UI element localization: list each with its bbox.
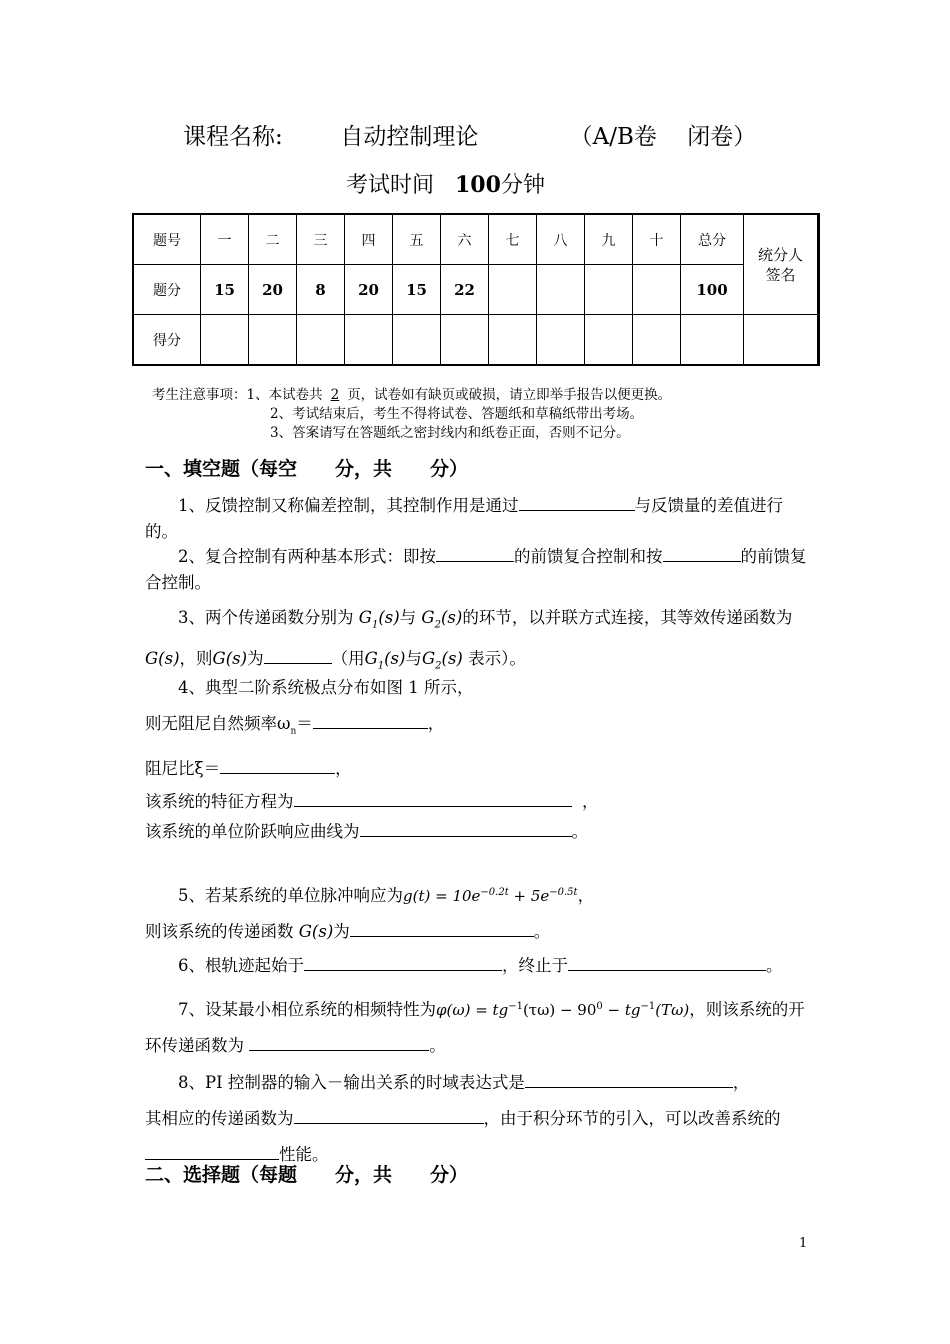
column-header: 六 xyxy=(441,214,489,265)
q4-comma: ， xyxy=(582,792,599,811)
answer-blank[interactable] xyxy=(663,560,741,562)
points-cell: 15 xyxy=(393,265,441,315)
q8-text-end: 性能。 xyxy=(279,1145,329,1164)
q7-text-2: ，则该系统的开环传递函数为 xyxy=(145,1000,805,1055)
note-1: 1、本试卷共 xyxy=(246,387,323,403)
q3-text: 3、两个传递函数分别为 xyxy=(178,608,354,627)
formula: $G_1(s)$ xyxy=(364,649,406,672)
exam-notes xyxy=(152,386,671,443)
q4-line-3 xyxy=(145,789,807,815)
formula: $G_2(s)$ xyxy=(421,649,463,672)
formula: G(s) xyxy=(298,922,334,941)
signer-label: 统分人 xyxy=(757,245,803,264)
note-3: 3、答案请写在答题纸之密封线内和纸卷正面，否则不记分。 xyxy=(270,425,630,441)
column-header: 一 xyxy=(201,214,249,265)
q6-period: 。 xyxy=(766,956,783,975)
signature-cell[interactable] xyxy=(744,315,819,366)
q3-text-2: 的环节，以并联方式连接，其等效传递函数为 xyxy=(462,608,793,627)
answer-blank[interactable] xyxy=(360,835,572,837)
column-header: 二 xyxy=(249,214,297,265)
score-table xyxy=(132,213,820,366)
q6-text-mid: ，终止于 xyxy=(502,956,568,975)
q1-text-end: 与反馈量的差值进行的。 xyxy=(145,496,783,541)
points-cell: 15 xyxy=(201,265,249,315)
q4-period: 。 xyxy=(571,822,588,841)
question-8 xyxy=(145,1065,807,1173)
q6-text: 6、根轨迹起始于 xyxy=(178,956,304,975)
question-2 xyxy=(145,544,807,596)
table-row xyxy=(133,214,819,265)
column-header: 十 xyxy=(633,214,681,265)
score-cell[interactable] xyxy=(345,315,393,366)
q1-text: 1、反馈控制又称偏差控制，其控制作用是通过 xyxy=(178,496,519,515)
q3-with-2: 与 xyxy=(405,649,422,669)
section-2-title: 二、选择题（每题 分，共 分） xyxy=(145,1164,469,1186)
points-cell xyxy=(585,265,633,315)
answer-blank[interactable] xyxy=(294,1122,484,1124)
q3-text-4: 为 xyxy=(247,649,264,669)
answer-blank[interactable] xyxy=(436,560,514,562)
q5-text: 5、若某系统的单位脉冲响应为 xyxy=(178,886,403,905)
q4-omega-sub: n xyxy=(290,726,297,737)
question-6 xyxy=(145,953,807,979)
points-cell xyxy=(489,265,537,315)
points-cell xyxy=(633,265,681,315)
exam-time xyxy=(346,168,545,199)
points-cell: 22 xyxy=(441,265,489,315)
notes-label: 考生注意事项： xyxy=(152,387,247,403)
score-cell[interactable] xyxy=(585,315,633,366)
q4-char-eq-label: 该系统的特征方程为 xyxy=(145,792,294,811)
time-value: 100 xyxy=(455,172,501,198)
signer-label: 签名 xyxy=(765,265,796,284)
time-unit: 分钟 xyxy=(500,173,545,198)
question-5 xyxy=(145,880,807,909)
answer-blank[interactable] xyxy=(220,772,335,774)
time-label: 考试时间 xyxy=(346,173,435,198)
q3-text-end: 表示）。 xyxy=(468,649,526,669)
answer-blank[interactable] xyxy=(350,935,534,937)
points-cell: 20 xyxy=(249,265,297,315)
q5-text-3: 为 xyxy=(333,922,350,941)
score-cell[interactable] xyxy=(201,315,249,366)
note-1-end: 页，试卷如有缺页或破损，请立即举手报告以便更换。 xyxy=(347,387,672,403)
column-header: 九 xyxy=(585,214,633,265)
q5-comma: ， xyxy=(577,886,595,905)
score-cell[interactable] xyxy=(489,315,537,366)
points-cell: 100 xyxy=(681,265,744,315)
row-label: 得分 xyxy=(133,315,201,366)
formula: $G_2(s)$ xyxy=(421,608,463,631)
signer-cell xyxy=(744,214,819,315)
q5-line-2 xyxy=(145,919,807,945)
score-cell[interactable] xyxy=(681,315,744,366)
q2-text-mid: 的前馈复合控制和按 xyxy=(514,547,663,566)
q7-period: 。 xyxy=(429,1036,446,1055)
points-cell: 8 xyxy=(297,265,345,315)
row-label: 题分 xyxy=(133,265,201,315)
q8-text-3: ，由于积分环节的引入，可以改善系统的 xyxy=(483,1109,781,1128)
score-cell[interactable] xyxy=(441,315,489,366)
points-cell: 20 xyxy=(345,265,393,315)
formula: G(s) xyxy=(212,649,248,669)
table-row xyxy=(133,265,819,315)
q3-with: 与 xyxy=(399,608,417,627)
q4-step-label: 该系统的单位阶跃响应曲线为 xyxy=(145,822,360,841)
answer-blank[interactable] xyxy=(249,1049,429,1051)
q2-text: 2、复合控制有两种基本形式：即按 xyxy=(178,547,436,566)
q4-xi-label: 阻尼比ξ＝ xyxy=(145,759,221,778)
page-count: 2 xyxy=(330,387,340,403)
q4-line-2 xyxy=(145,756,807,782)
score-cell[interactable] xyxy=(297,315,345,366)
column-header: 四 xyxy=(345,214,393,265)
q4-line-1 xyxy=(145,711,807,744)
q4-line-4 xyxy=(145,819,807,845)
column-header: 五 xyxy=(393,214,441,265)
question-1 xyxy=(145,493,807,545)
q8-text: 8、PI 控制器的输入－输出关系的时域表达式是 xyxy=(178,1073,525,1092)
answer-blank[interactable] xyxy=(264,662,332,664)
q3-text-3: ，则 xyxy=(179,649,213,669)
answer-blank[interactable] xyxy=(304,969,502,971)
score-cell[interactable] xyxy=(633,315,681,366)
q5-period: 。 xyxy=(533,922,551,941)
formula: G(s) xyxy=(145,649,180,669)
score-cell[interactable] xyxy=(537,315,585,366)
exam-title xyxy=(183,118,756,151)
page-number: 1 xyxy=(799,1236,808,1251)
q8-text-2: 其相应的传递函数为 xyxy=(145,1109,294,1128)
question-3 xyxy=(145,601,807,684)
q2-text-end: 的前馈复合控制。 xyxy=(145,547,807,592)
answer-blank[interactable] xyxy=(519,509,635,511)
column-header: 七 xyxy=(489,214,537,265)
column-header: 总分 xyxy=(681,214,744,265)
row-label: 题号 xyxy=(133,214,201,265)
course-label: 课程名称: xyxy=(183,124,283,150)
note-2: 2、考试结束后，考生不得将试卷、答题纸和草稿纸带出考场。 xyxy=(270,406,644,422)
points-cell xyxy=(537,265,585,315)
score-cell[interactable] xyxy=(393,315,441,366)
q7-text: 7、设某最小相位系统的相频特性为 xyxy=(178,1000,436,1019)
question-4 xyxy=(145,675,807,701)
q5-text-2: 则该系统的传递函数 xyxy=(145,922,294,941)
q4-comma: ， xyxy=(335,759,352,778)
column-header: 八 xyxy=(537,214,585,265)
formula: $\varphi(\omega) = tg^{-1}(\tau\omega) - 90^0 - tg^{-1}(T\omega)$ xyxy=(436,1001,690,1019)
q4-comma: ， xyxy=(427,714,445,733)
q4-omega-label: 则无阻尼自然频率ω xyxy=(145,714,291,733)
answer-blank[interactable] xyxy=(525,1086,733,1088)
answer-blank[interactable] xyxy=(294,805,572,807)
formula: $G_1(s)$ xyxy=(358,608,400,631)
course-name: 自动控制理论 xyxy=(340,124,479,150)
answer-blank[interactable] xyxy=(568,969,766,971)
section-1-title: 一、填空题（每空 分，共 分） xyxy=(145,458,469,480)
q4-text: 4、典型二阶系统极点分布如图 1 所示， xyxy=(178,678,474,697)
column-header: 三 xyxy=(297,214,345,265)
q8-comma: ， xyxy=(732,1073,750,1092)
question-7 xyxy=(145,989,807,1064)
q3-text-5: （用 xyxy=(331,649,365,669)
formula: $g(t) = 10e^{-0.2t} + 5e^{-0.5t}$ xyxy=(403,887,578,905)
answer-blank[interactable] xyxy=(313,727,428,729)
score-cell[interactable] xyxy=(249,315,297,366)
paper-type: （A/B卷 闭卷） xyxy=(569,124,757,150)
table-row xyxy=(133,315,819,366)
q4-eq: ＝ xyxy=(296,714,313,733)
